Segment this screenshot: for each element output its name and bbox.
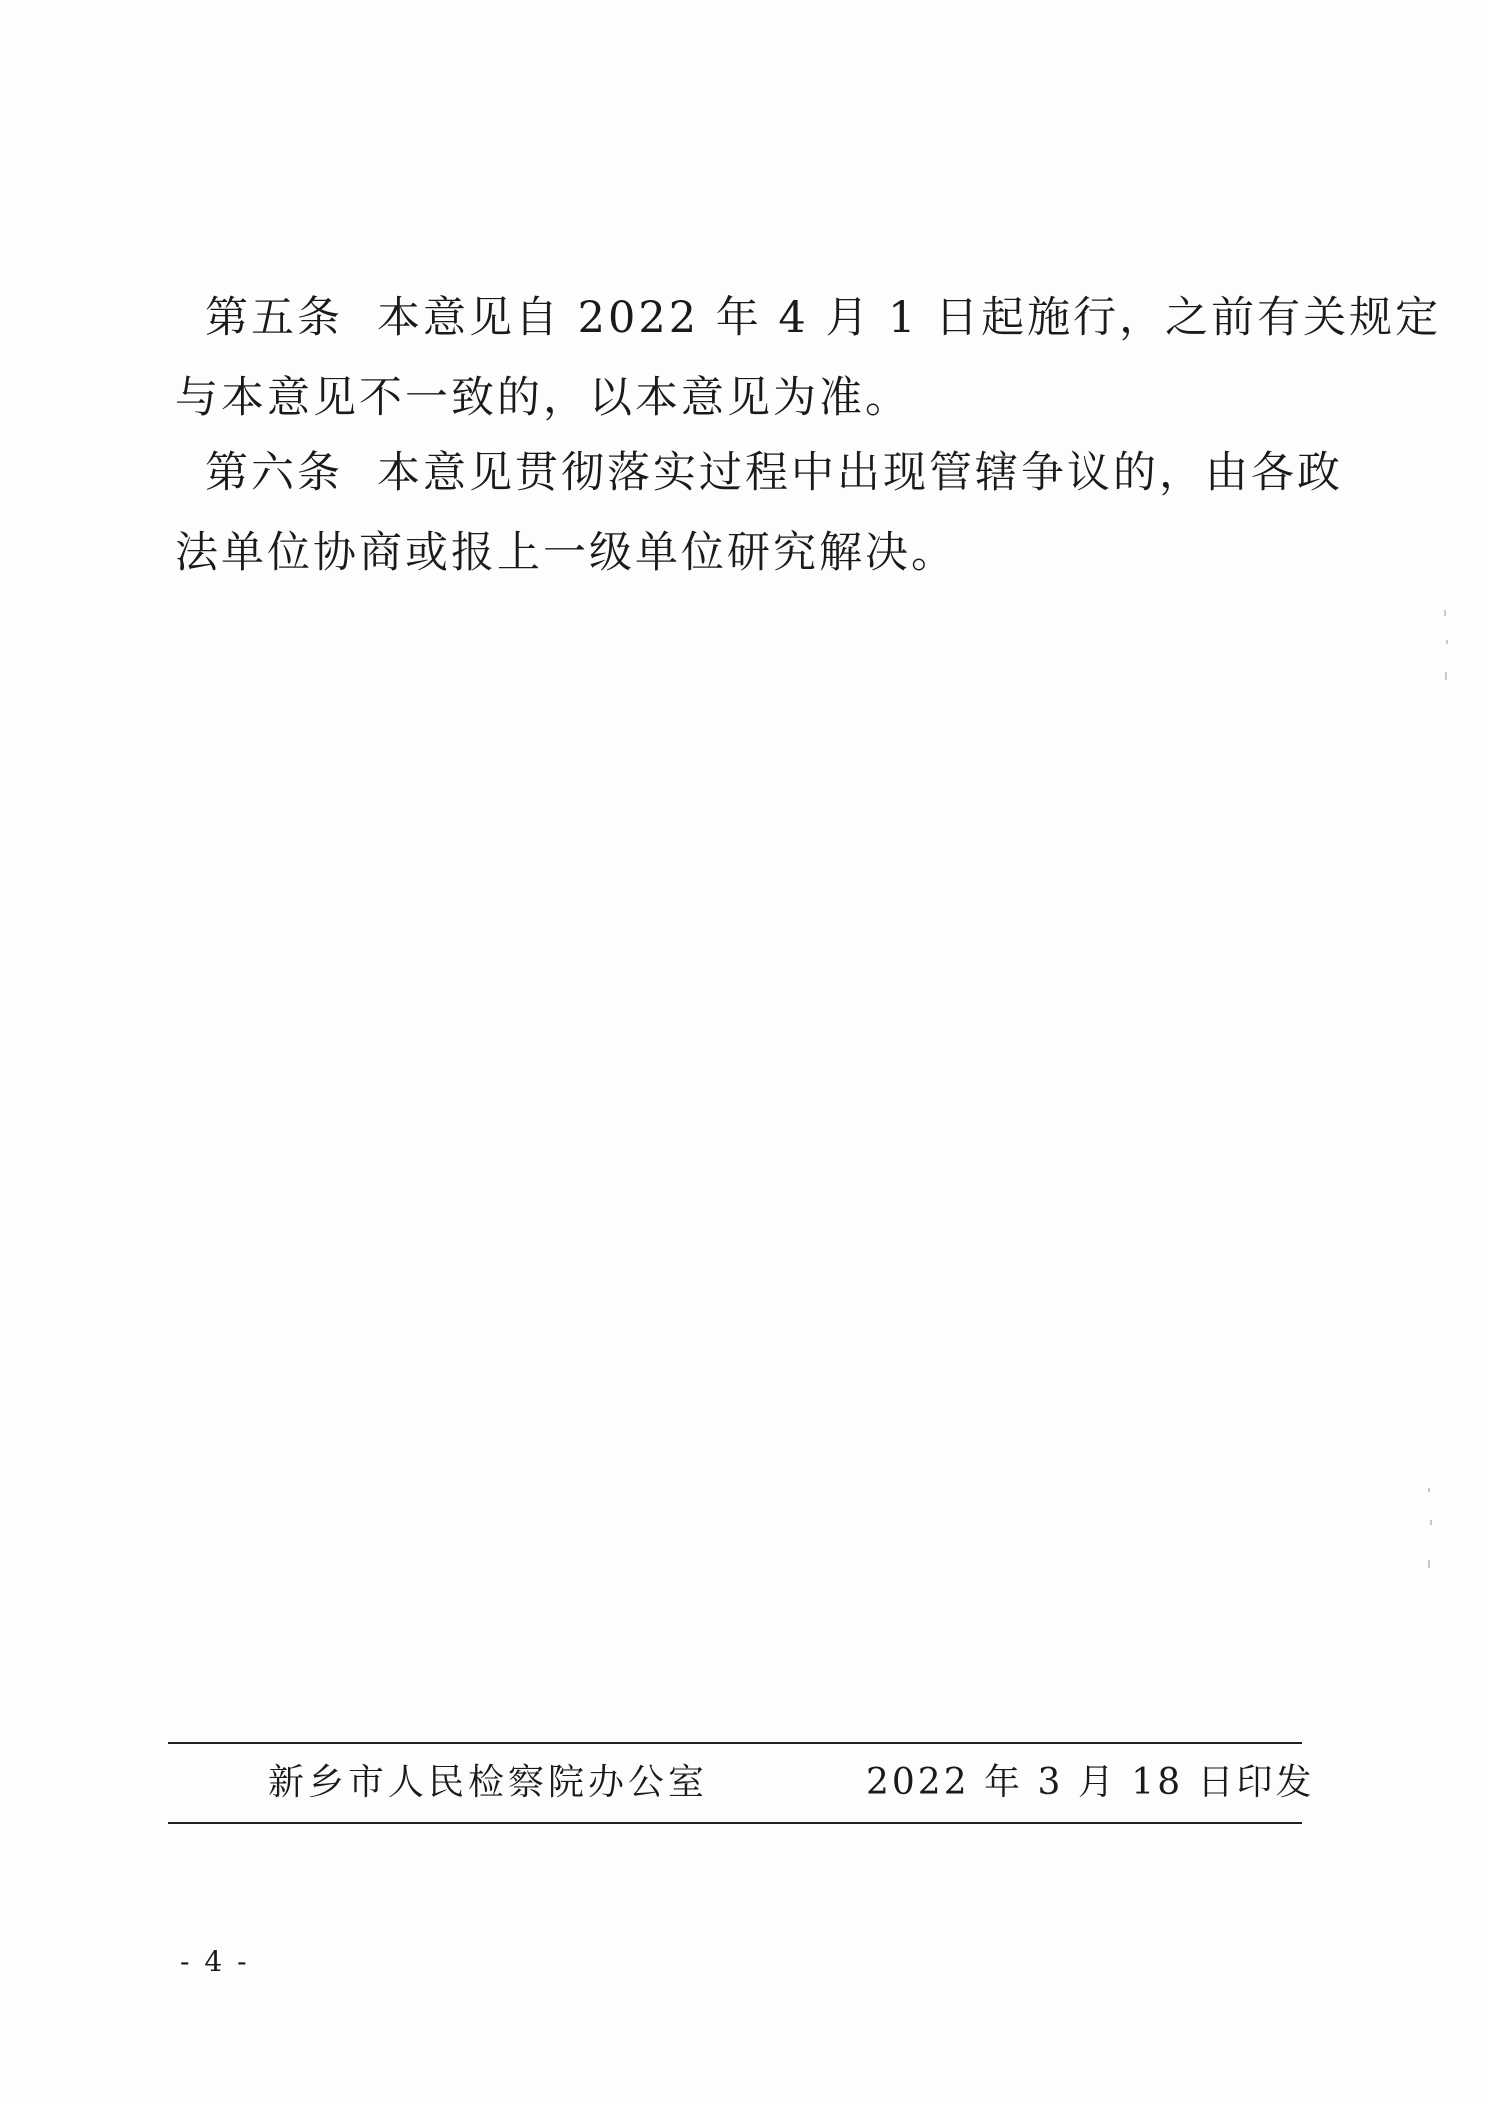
scan-speck xyxy=(1445,672,1447,680)
article-6-line-2: 法单位协商或报上一级单位研究解决。 xyxy=(175,528,957,578)
article-5-text-1: 本意见自 2022 年 4 月 1 日起施行，之前有关规定 xyxy=(377,293,1442,343)
scan-speck xyxy=(1428,1488,1430,1492)
imprint-date: 2022 年 3 月 18 日印发 xyxy=(866,1762,1315,1803)
imprint-organization: 新乡市人民检察院办公室 xyxy=(268,1762,709,1803)
page-number: - 4 - xyxy=(180,1945,250,1978)
article-5-heading: 第五条 xyxy=(205,293,343,343)
imprint-top-rule xyxy=(168,1742,1302,1744)
scan-speck xyxy=(1430,1520,1432,1525)
article-6-text-1: 本意见贯彻落实过程中出现管辖争议的，由各政 xyxy=(377,448,1343,498)
scan-speck xyxy=(1428,1560,1430,1568)
article-5-line-2: 与本意见不一致的，以本意见为准。 xyxy=(175,373,911,423)
article-6-heading: 第六条 xyxy=(205,448,343,498)
scan-speck xyxy=(1444,610,1446,616)
article-5-line-1 xyxy=(175,278,1442,358)
scan-speck xyxy=(1446,640,1448,644)
article-6-line-1 xyxy=(175,433,1343,513)
article-6 xyxy=(175,433,1343,593)
article-5 xyxy=(175,278,1442,438)
imprint-bottom-rule xyxy=(168,1822,1302,1824)
